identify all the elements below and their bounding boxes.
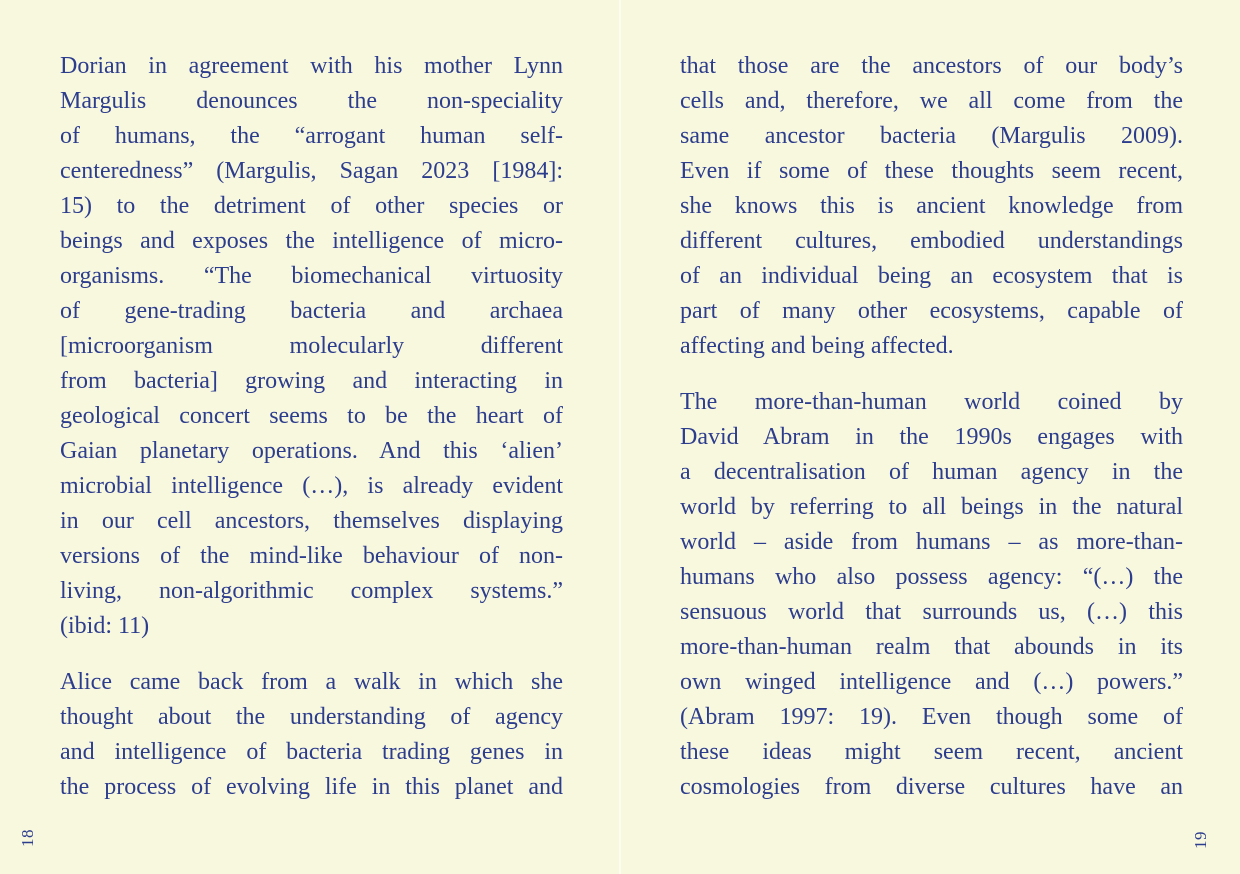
text-line: beings and exposes the intelligence of micro- xyxy=(60,228,563,254)
paragraph xyxy=(680,49,1183,364)
text-line: centeredness” (Margulis, Sagan 2023 [1984]: xyxy=(60,158,563,184)
text-line: Even if some of these thoughts seem recent, xyxy=(680,158,1183,184)
text-line: own winged intelligence and (…) powers.” xyxy=(680,669,1183,695)
text-line: she knows this is ancient knowledge from xyxy=(680,193,1183,219)
right-page-text-column xyxy=(680,49,1183,826)
text-line: 15) to the detriment of other species or xyxy=(60,193,563,219)
text-line: David Abram in the 1990s engages with xyxy=(680,424,1183,450)
text-line: and intelligence of bacteria trading genes in xyxy=(60,739,563,765)
text-line: microbial intelligence (…), is already evident xyxy=(60,473,563,499)
text-line: of humans, the “arrogant human self- xyxy=(60,123,563,149)
text-line: same ancestor bacteria (Margulis 2009). xyxy=(680,123,1183,149)
text-line: geological concert seems to be the heart of xyxy=(60,403,563,429)
text-line: cosmologies from diverse cultures have an xyxy=(680,774,1183,800)
text-line: Alice came back from a walk in which she xyxy=(60,669,563,695)
left-page-text-column xyxy=(60,49,563,826)
text-line: Gaian planetary operations. And this ‘alien’ xyxy=(60,438,563,464)
text-line: humans who also possess agency: “(…) the xyxy=(680,564,1183,590)
text-line: Dorian in agreement with his mother Lynn xyxy=(60,53,563,79)
text-line: from bacteria] growing and interacting in xyxy=(60,368,563,394)
paragraph xyxy=(60,49,563,644)
text-line: world – aside from humans – as more-than- xyxy=(680,529,1183,555)
text-line: of an individual being an ecosystem that is xyxy=(680,263,1183,289)
text-line: thought about the understanding of agency xyxy=(60,704,563,730)
left-page-number: 18 xyxy=(18,829,37,847)
paragraph xyxy=(60,665,563,805)
text-line: a decentralisation of human agency in the xyxy=(680,459,1183,485)
text-line: organisms. “The biomechanical virtuosity xyxy=(60,263,563,289)
text-line: part of many other ecosystems, capable of xyxy=(680,298,1183,324)
text-line: in our cell ancestors, themselves displaying xyxy=(60,508,563,534)
text-line: (Abram 1997: 19). Even though some of xyxy=(680,704,1183,730)
text-line: sensuous world that surrounds us, (…) this xyxy=(680,599,1183,625)
text-line: world by referring to all beings in the natural xyxy=(680,494,1183,520)
text-line: (ibid: 11) xyxy=(60,613,150,639)
gutter-divider xyxy=(619,0,621,874)
text-line: more-than-human realm that abounds in its xyxy=(680,634,1183,660)
text-line: these ideas might seem recent, ancient xyxy=(680,739,1183,765)
text-line: living, non-algorithmic complex systems.” xyxy=(60,578,563,604)
text-line: the process of evolving life in this planet and xyxy=(60,774,563,800)
text-line: versions of the mind-like behaviour of non- xyxy=(60,543,563,569)
paragraph xyxy=(680,385,1183,805)
text-line: The more-than-human world coined by xyxy=(680,389,1183,415)
text-line: [microorganism molecularly different xyxy=(60,333,563,359)
text-line: affecting and being affected. xyxy=(680,333,954,359)
text-line: that those are the ancestors of our body’s xyxy=(680,53,1183,79)
right-page-number: 19 xyxy=(1191,831,1210,849)
text-line: cells and, therefore, we all come from the xyxy=(680,88,1183,114)
text-line: different cultures, embodied understandings xyxy=(680,228,1183,254)
text-line: Margulis denounces the non-speciality xyxy=(60,88,563,114)
text-line: of gene-trading bacteria and archaea xyxy=(60,298,563,324)
